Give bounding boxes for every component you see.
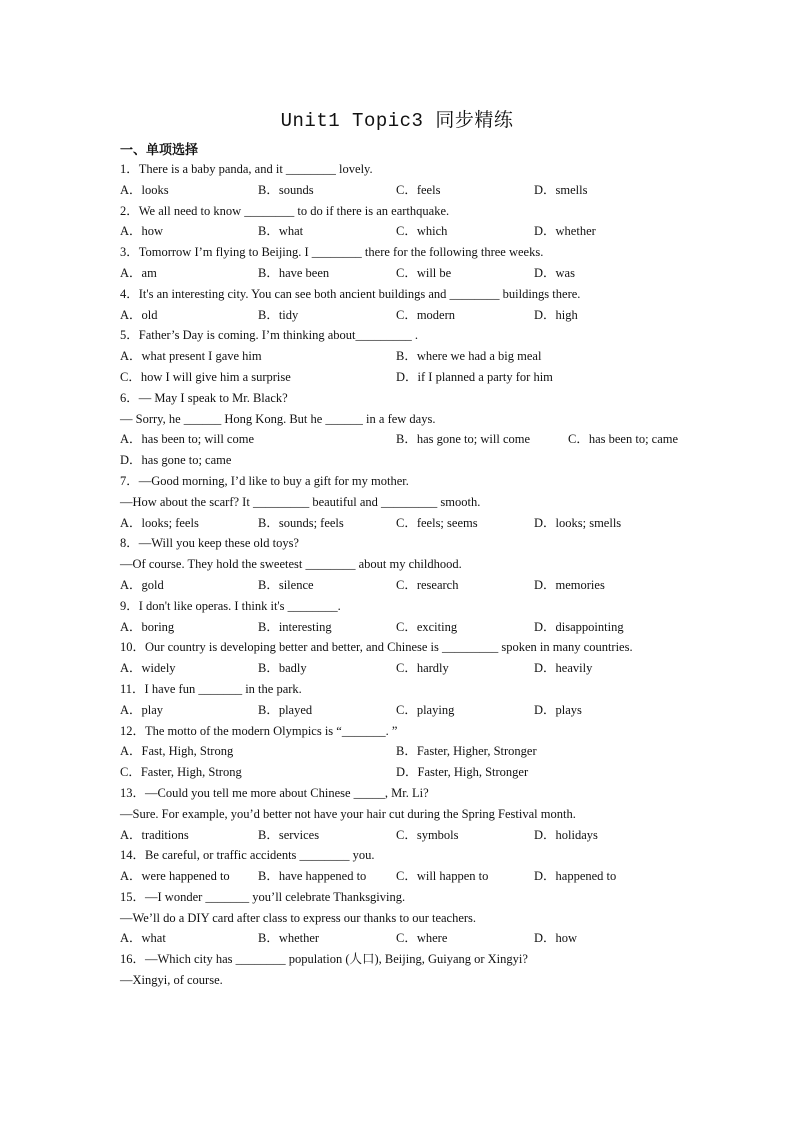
- options-row: [120, 346, 665, 367]
- option-c: C．feels; seems: [396, 515, 478, 530]
- question-stem: 7．—Good morning, I’d like to buy a gift for my mother.: [120, 473, 409, 488]
- option-b: B．have been: [258, 265, 330, 280]
- option-c: C．has been to; came: [568, 432, 679, 447]
- option-d: D．holidays: [534, 827, 598, 842]
- option-b: B．sounds: [258, 182, 314, 197]
- option-b: B．what: [258, 224, 304, 239]
- option-a: A．boring: [120, 619, 175, 634]
- question-stem: 8．—Will you keep these old toys?: [120, 536, 299, 551]
- option-a: A．what present I gave him: [120, 349, 262, 364]
- options-row: [120, 575, 665, 596]
- option-b: B．badly: [258, 661, 307, 676]
- option-c: C．will happen to: [396, 869, 489, 884]
- option-d: D．plays: [534, 702, 582, 717]
- option-a: A．traditions: [120, 827, 189, 842]
- option-c: C．will be: [396, 265, 452, 280]
- option-d: D．has gone to; came: [120, 453, 232, 468]
- option-c: C．hardly: [396, 661, 449, 676]
- option-b: B．whether: [258, 931, 320, 946]
- options-row: [120, 305, 665, 326]
- option-d: D．looks; smells: [534, 515, 622, 530]
- option-b: B．Faster, Higher, Stronger: [396, 744, 537, 759]
- options-row: [120, 221, 665, 242]
- option-a: A．widely: [120, 661, 176, 676]
- question-stem: —Of course. They hold the sweetest ________ about my childhood.: [120, 557, 462, 572]
- option-b: B．tidy: [258, 307, 299, 322]
- option-b: B．sounds; feels: [258, 515, 344, 530]
- question-stem: 9．I don't like operas. I think it's ________.: [120, 598, 341, 613]
- question-stem: — Sorry, he ______ Hong Kong. But he ______ in a few days.: [120, 411, 436, 426]
- option-b: B．silence: [258, 577, 314, 592]
- option-c: C．where: [396, 931, 448, 946]
- options-row: [120, 825, 665, 846]
- option-a: A．what: [120, 931, 166, 946]
- page-title: Unit1 Topic3 同步精练: [280, 110, 514, 132]
- option-c: C．which: [396, 224, 448, 239]
- option-c: C．modern: [396, 307, 456, 322]
- option-d: D．smells: [534, 182, 588, 197]
- section-heading: 一、单项选择: [120, 143, 199, 158]
- options-row: [120, 658, 665, 679]
- question-stem: —Xingyi, of course.: [120, 973, 223, 988]
- option-b: B．have happened to: [258, 869, 367, 884]
- options-row: [120, 741, 665, 762]
- question-stem: 4．It's an interesting city. You can see both ancient buildings and ________ buildings there.: [120, 286, 581, 301]
- option-c: C．Faster, High, Strong: [120, 765, 242, 780]
- options-row: [120, 617, 665, 638]
- question-stem: 3．Tomorrow I’m flying to Beijing. I ________ there for the following three weeks.: [120, 245, 544, 260]
- options-row: [120, 180, 665, 201]
- question-stem: 15．—I wonder _______ you’ll celebrate Thanksgiving.: [120, 889, 406, 904]
- question-stem: 16．—Which city has ________ population (人口), Beijing, Guiyang or Xingyi?: [120, 952, 528, 967]
- question-stem: 11．I have fun _______ in the park.: [120, 681, 302, 696]
- option-d: D．whether: [534, 224, 596, 239]
- options-row: [120, 928, 665, 949]
- option-a: A．looks: [120, 182, 169, 197]
- question-stem: —We’ll do a DIY card after class to express our thanks to our teachers.: [120, 910, 477, 925]
- option-b: B．services: [258, 827, 320, 842]
- option-a: A．were happened to: [120, 869, 230, 884]
- option-d: D．high: [534, 307, 578, 322]
- option-d: D．was: [534, 265, 575, 280]
- question-stem: —Sure. For example, you’d better not have your hair cut during the Spring Festival month.: [120, 806, 576, 821]
- option-d: D．happened to: [534, 869, 617, 884]
- option-b: B．where we had a big meal: [396, 349, 542, 364]
- option-d: D．how: [534, 931, 578, 946]
- option-a: A．has been to; will come: [120, 432, 254, 447]
- options-row: [120, 450, 665, 471]
- option-a: A．looks; feels: [120, 515, 199, 530]
- option-a: A．Fast, High, Strong: [120, 744, 234, 759]
- question-stem: —How about the scarf? It _________ beautiful and _________ smooth.: [120, 494, 481, 509]
- option-c: C．how I will give him a surprise: [120, 369, 291, 384]
- option-a: A．gold: [120, 577, 164, 592]
- options-row: [120, 762, 665, 783]
- option-c: C．feels: [396, 182, 441, 197]
- options-row: [120, 700, 665, 721]
- option-c: C．symbols: [396, 827, 459, 842]
- options-row: [120, 866, 665, 887]
- question-stem: 1．There is a baby panda, and it ________ lovely.: [120, 162, 373, 176]
- question-stem: 13．—Could you tell me more about Chinese _____, Mr. Li?: [120, 785, 429, 800]
- option-d: D．Faster, High, Stronger: [396, 765, 529, 780]
- option-b: B．has gone to; will come: [396, 432, 531, 447]
- option-d: D．if I planned a party for him: [396, 369, 553, 384]
- option-d: D．heavily: [534, 661, 593, 676]
- question-stem: 12．The motto of the modern Olympics is “_______. ”: [120, 723, 398, 738]
- option-b: B．played: [258, 702, 313, 717]
- question-stem: 14．Be careful, or traffic accidents ________ you.: [120, 848, 375, 863]
- question-stem: 6．— May I speak to Mr. Black?: [120, 390, 288, 405]
- options-row: [120, 367, 665, 388]
- option-a: A．am: [120, 265, 157, 280]
- option-c: C．playing: [396, 702, 455, 717]
- option-d: D．memories: [534, 577, 605, 592]
- options-row: [120, 429, 679, 450]
- question-stem: 10．Our country is developing better and better, and Chinese is _________ spoken in many countries.: [120, 640, 633, 655]
- options-row: [120, 263, 665, 284]
- option-b: B．interesting: [258, 619, 332, 634]
- option-c: C．research: [396, 577, 459, 592]
- option-a: A．how: [120, 224, 164, 239]
- question-list: [120, 159, 679, 991]
- question-stem: 2．We all need to know ________ to do if there is an earthquake.: [120, 203, 450, 218]
- option-c: C．exciting: [396, 619, 458, 634]
- option-d: D．disappointing: [534, 619, 624, 634]
- option-a: A．old: [120, 307, 158, 322]
- question-stem: 5．Father’s Day is coming. I’m thinking about_________ .: [120, 328, 419, 343]
- option-a: A．play: [120, 702, 164, 717]
- options-row: [120, 513, 665, 534]
